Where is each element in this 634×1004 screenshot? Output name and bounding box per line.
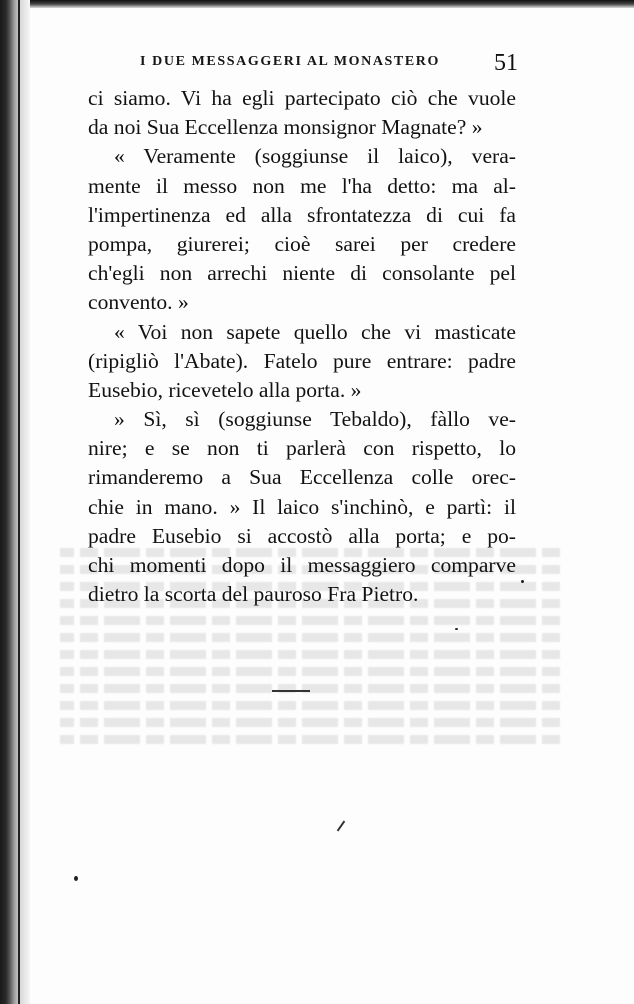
text-line: » Sì, sì (soggiunse Tebaldo), fàllo ve- xyxy=(114,407,516,432)
ink-speck xyxy=(521,580,524,583)
text-line: Eusebio, ricevetelo alla porta. » xyxy=(88,377,362,402)
book-spine-shadow xyxy=(0,0,30,1004)
text-line: dietro la scorta del pauroso Fra Pietro. xyxy=(88,582,419,607)
ink-speck xyxy=(455,628,458,630)
text-line: rimanderemo a Sua Eccellenza colle orec- xyxy=(88,465,516,490)
text-line: « Veramente (soggiunse il laico), vera- xyxy=(114,144,516,169)
text-line: l'impertinenza ed alla sfrontatezza di cui fa xyxy=(88,202,516,227)
text-line: ci siamo. Vi ha egli partecipato ciò che vuole xyxy=(88,86,516,110)
text-line: da noi Sua Eccellenza monsignor Magnate? » xyxy=(88,115,483,140)
page-number: 51 xyxy=(494,50,518,76)
ink-mark xyxy=(272,690,310,692)
text-line: « Voi non sapete quello che vi masticate xyxy=(114,319,516,344)
text-line: chi momenti dopo il messaggiero comparve xyxy=(88,553,516,577)
text-line: nire; e se non ti parlerà con rispetto, lo xyxy=(88,436,516,461)
text-line: pompa, giurerei; cioè sarei per credere xyxy=(88,231,516,256)
text-line: chie in mano. » Il laico s'inchinò, e partì: il xyxy=(88,494,516,519)
running-title: I DUE MESSAGGERI AL MONASTERO xyxy=(140,54,441,69)
scan-top-edge xyxy=(0,0,634,8)
text-line: (ripigliò l'Abate). Fatelo pure entrare: padre xyxy=(88,348,516,373)
text-line: ch'egli non arrechi niente di consolante pel xyxy=(88,261,516,286)
text-line: convento. » xyxy=(88,290,189,315)
ink-speck xyxy=(74,876,78,881)
running-head xyxy=(140,50,520,78)
spine-edge-line xyxy=(18,0,20,1004)
text-line: mente il messo non me l'ha detto: ma al- xyxy=(88,173,516,198)
body-text xyxy=(88,84,516,609)
text-line: padre Eusebio si accostò alla porta; e po- xyxy=(88,523,516,548)
